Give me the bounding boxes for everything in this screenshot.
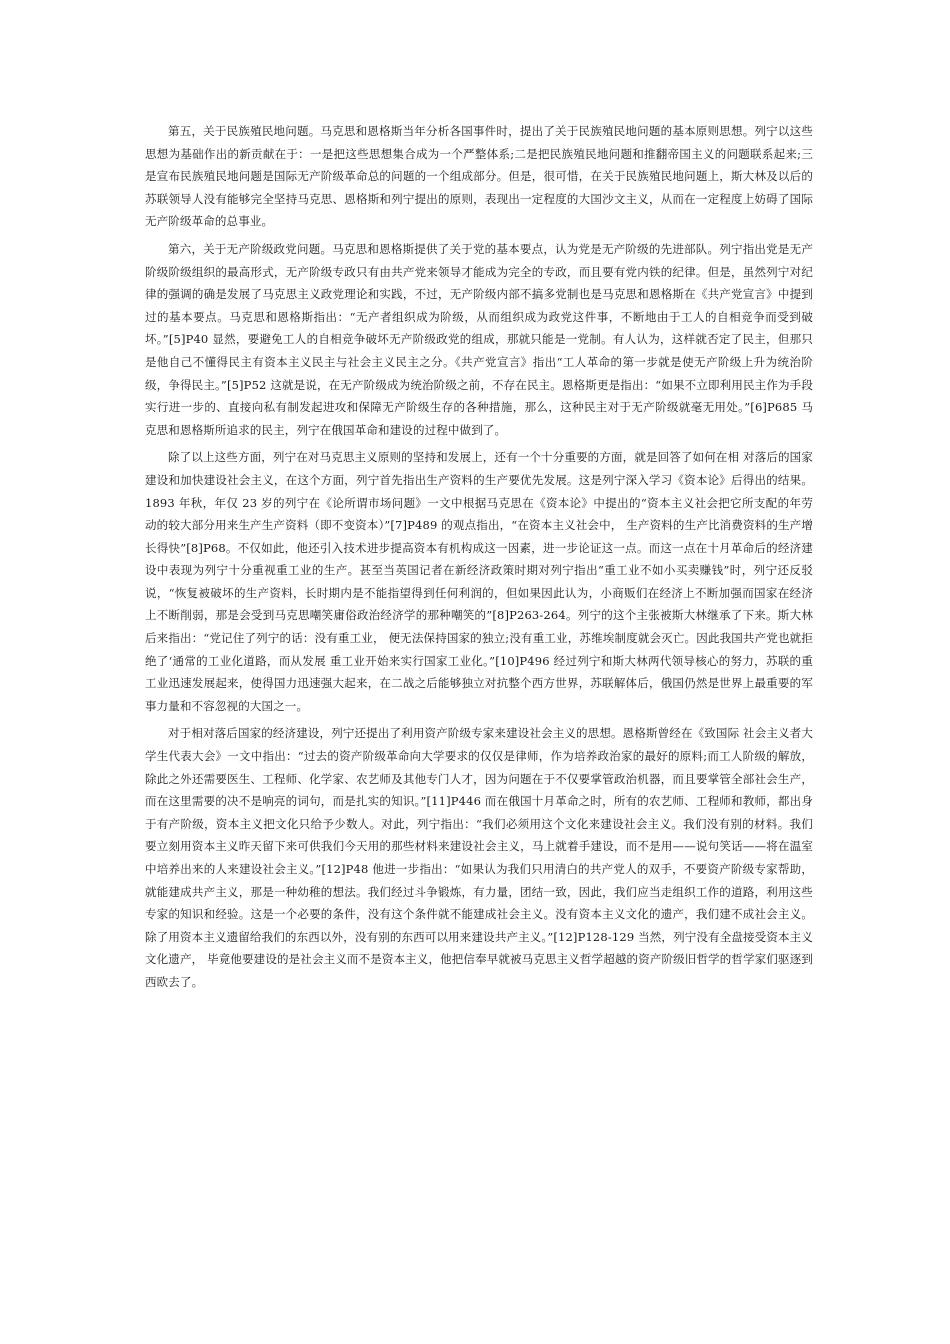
paragraph-proletarian-party-question: 第六，关于无产阶级政党问题。马克思和恩格斯提供了关于党的基本要点，认为党是无产阶级的先进部队。列宁指出党是无产阶级阶级组织的最高形式，无产阶级专政只有由共产党来领导才能成为完全的专政，而且要有党内铁的纪律。但是，虽然列宁对纪律的强调的确是发展了马克思主义政党理论和实践，不过，无产阶级内部不搞多党制也是马克思和恩格斯在《共产党宣言》中提到过的基本要点。马克思和恩格斯指出：“无产者组织成为阶级，从而组织成为政党这件事，不断地由于工人的自相竞争而受到破坏。”[5]P40 显然，要避免工人的自相竞争破坏无产阶级政党的组成，那就只能是一党制。有人认为，这样就否定了民主，但那只是他自己不懂得民主有资本主义民主与社会主义民主之分。《共产党宣言》指出“工人革命的第一步就是使无产阶级上升为统治阶级，争得民主。”[5]P52 这就是说，在无产阶级成为统治阶级之前，不存在民主。恩格斯更是指出：“如果不立即利用民主作为手段实行进一步的、直接向私有制发起进攻和保障无产阶级生存的各种措施，那么，这种民主对于无产阶级就毫无用处。”[6]P685 马克思和恩格斯所追求的民主，列宁在俄国革命和建设的过程中做到了。: [145, 241, 813, 437]
paragraph-heavy-industry-priority: 除了以上这些方面，列宁在对马克思主义原则的坚持和发展上，还有一个十分重要的方面，就是回答了如何在相 对落后的国家建设和加快建设社会主义，在这个方面，列宁首先指出生产资料的生产要优先发展。这是列宁深入学习《资本论》后得出的结果。1893 年秋，年仅 23 岁的列宁在《论所谓市场问题》一文中根据马克思在《资本论》中提出的“资本主义社会把它所支配的年劳动的较大部分用来生产生产资料（即不变资本）”[7]P489 的观点指出，“在资本主义社会中， 生产资料的生产比消费资料的生产增长得快”[8]P68。不仅如此，他还引入技术进步提高资本有机构成这一因素，进一步论证这一点。而这一点在十月革命后的经济建设中表现为列宁十分重视重工业的生产。甚至当英国记者在新经济政策时期对列宁指出“重工业不如小买卖赚钱”时，列宁还反驳说，“恢复被破坏的生产资料，长时期内是不能指望得到任何利润的，但如果因此认为，小商贩们在经济上不断加强而国家在经济上不断削弱，那是会受到马克思嘲笑庸俗政治经济学的那种嘲笑的”[8]P263-264。列宁的这个主张被斯大林继承了下来。斯大林后来指出：“党记住了列宁的话：没有重工业， 便无法保持国家的独立;没有重工业，苏维埃制度就会灭亡。因此我国共产党也就拒绝了‘通常的工业化道路，而从发展 重工业开始来实行国家工业化。”[10]P496 经过列宁和斯大林两代领导核心的努力，苏联的重工业迅速发展起来，使得国力迅速强大起来，在二战之后能够独立对抗整个西方世界，苏联解体后，俄国仍然是世界上最重要的军事力量和不容忽视的大国之一。: [145, 450, 813, 713]
paragraph-national-colonial-question: 第五，关于民族殖民地问题。马克思和恩格斯当年分析各国事件时，提出了关于民族殖民地问题的基本原则思想。列宁以这些思想为基础作出的新贡献在于：一是把这些思想集合成为一个严整体系;二是把民族殖民地问题和推翻帝国主义的问题联系起来;三是宣布民族殖民地问题是国际无产阶级革命总的问题的一个组成部分。但是，很可惜，在关于民族殖民地问题上，斯大林及以后的苏联领导人没有能够完全坚持马克思、恩格斯和列宁提出的原则，表现出一定程度的大国沙文主义，从而在一定程度上妨碍了国际无产阶级革命的总事业。: [145, 124, 813, 229]
paragraph-bourgeois-experts: 对于相对落后国家的经济建设，列宁还提出了利用资产阶级专家来建设社会主义的思想。恩格斯曾经在《致国际 社会主义者大学生代表大会》一文中指出：“过去的资产阶级革命向大学要求的仅仅是律师，作为培养政治家的最好的原料;而工人阶级的解放，除此之外还需要医生、工程师、化学家、农艺师及其他专门人才，因为问题在于不仅要掌管政治机器，而且要掌管全部社会生产，而在这里需要的决不是响亮的词句，而是扎实的知识。”[11]P446 而在俄国十月革命之时，所有的农艺师、工程师和教师，都出身于有产阶级，资本主义把文化只给予少数人。对此，列宁指出：“我们必须用这个文化来建设社会主义。我们没有别的材料。我们要立刻用资本主义昨天留下来可供我们今天用的那些材料来建设社会主义，马上就着手建设，而不是用——说句笑话——将在温室中培养出来的人来建设社会主义。”[12]P48 他进一步指出：“如果认为我们只用清白的共产党人的双手，不要资产阶级专家帮助，就能建成共产主义，那是一种幼稚的想法。我们经过斗争锻炼，有力量，团结一致，因此，我们应当走组织工作的道路，利用这些专家的知识和经验。这是一个必要的条件，没有这个条件就不能建成社会主义。没有资本主义文化的遗产，我们建不成社会主义。除了用资本主义遗留给我们的东西以外，没有别的东西可以用来建设共产主义。”[12]P128-129 当然，列宁没有全盘接受资本主义文化遗产， 毕竟他要建设的是社会主义而不是资本主义，他把信奉早就被马克思主义哲学超越的资产阶级旧哲学的哲学家们驱逐到西欧去了。: [145, 726, 813, 989]
document-body: [145, 120, 813, 999]
